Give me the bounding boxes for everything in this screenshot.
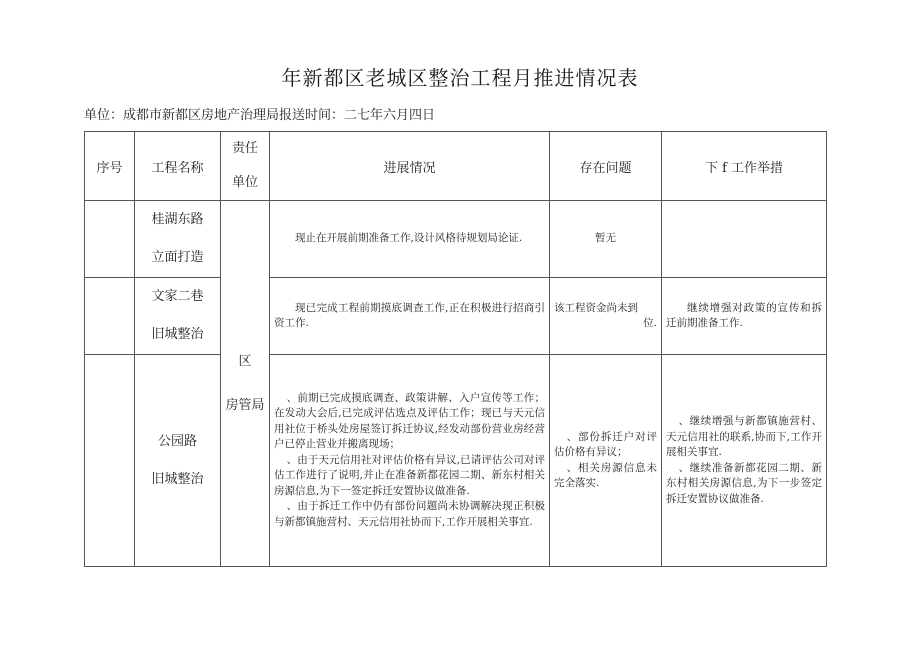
- table-row: [85, 201, 827, 278]
- header-progress: 进展情况: [270, 132, 550, 201]
- responsible-unit-line1: 区: [238, 353, 252, 369]
- row-progress: 现止在开展前期准备工作,设计风格待规划局论证.: [270, 201, 550, 278]
- header-unit: [221, 132, 270, 201]
- row-seq: [85, 355, 135, 567]
- header-seq: 序号: [85, 132, 135, 201]
- row-issues: [550, 278, 662, 355]
- project-name-line2: 立面打造: [151, 250, 204, 265]
- progress-paragraph-2: 、由于天元信用社对评估价格有异议,已请评估公司对评估工作进行了说明,并止在准备新都花园二期、新东村相关房源信息,为下一签定拆迁安置协议做准备.: [274, 453, 545, 497]
- progress-paragraph-3: 、由于拆迁工作中仍有部份问题尚未协调解决现正积极与新都镇施营村、天元信用社协而下,工作开展相关事宜.: [274, 500, 545, 528]
- row-progress: [270, 355, 550, 567]
- header-name: 工程名称: [135, 132, 221, 201]
- next-paragraph-2: 、继续准备新都花园二期、新东村相关房源信息,为下一步签定拆迁安置协议做准备.: [666, 461, 822, 505]
- project-name-line2: 旧城整治: [151, 327, 204, 342]
- responsible-unit-line2: 房管局: [225, 397, 265, 413]
- row-issues: 暂无: [550, 201, 662, 278]
- table-header-row: [85, 132, 827, 201]
- header-issues: 存在问题: [550, 132, 662, 201]
- report-meta: 单位：成都市新都区房地产治理局报送时间：二七年六月四日: [84, 108, 436, 123]
- row-project-name: [135, 355, 221, 567]
- row-project-name: [135, 201, 221, 278]
- row-next-steps: [662, 355, 827, 567]
- header-next: 下 f 工作举措: [662, 132, 827, 201]
- next-paragraph-1: 、继续增强与新都镇施营村、天元信用社的联系,协而下,工作开展相关事宜.: [666, 415, 822, 458]
- progress-paragraph-1: 、前期已完成摸底调查、政策讲解、入户宣传等工作；在发动大会后,已完成评估选点及评估工作；现已与天元信用社位于桥头处房屋签订拆迁协议,经发动部份营业房经营户已停止营业并搬离现场；: [274, 391, 545, 451]
- issues-line2: 位.: [643, 317, 657, 329]
- row-next-steps: [662, 201, 827, 278]
- row-project-name: [135, 278, 221, 355]
- header-unit-top: 责任: [231, 141, 258, 156]
- row-next-steps: 继续增强对政策的宣传和拆迁前期准备工作.: [662, 278, 827, 355]
- responsible-unit-cell: [221, 201, 270, 567]
- issues-paragraph-1: 、部份拆迁户对评估价格有异议；: [554, 430, 657, 458]
- row-issues: [550, 355, 662, 567]
- row-seq: [85, 278, 135, 355]
- project-name-line1: 公园路: [157, 433, 197, 449]
- table-row: [85, 278, 827, 355]
- page-title: 年新都区老城区整治工程月推进情况表: [281, 66, 639, 90]
- progress-table: [84, 131, 827, 567]
- row-progress: 现已完成工程前期摸底调查工作,正在积极进行招商引资工作.: [270, 278, 550, 355]
- issues-line1: 该工程资金尚未到: [554, 301, 638, 314]
- header-unit-bottom: 单位: [231, 175, 258, 190]
- project-name-line2: 旧城整治: [151, 471, 204, 487]
- table-row: [85, 355, 827, 567]
- project-name-line1: 文家二巷: [151, 289, 204, 304]
- project-name-line1: 桂湖东路: [151, 212, 204, 227]
- issues-paragraph-2: 、相关房源信息未完全落实.: [554, 461, 657, 489]
- row-seq: [85, 201, 135, 278]
